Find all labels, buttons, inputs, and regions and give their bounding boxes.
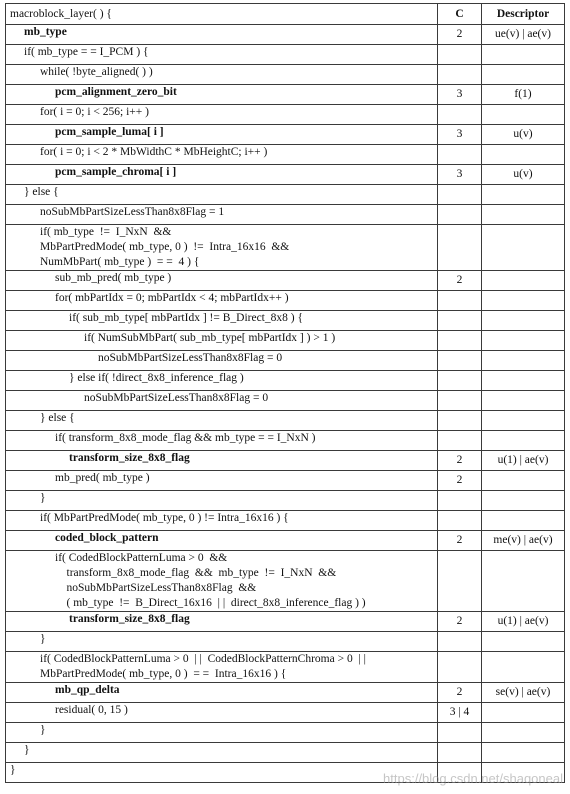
category-cell: [438, 65, 482, 85]
syntax-cell: mb_qp_delta: [6, 683, 438, 703]
syntax-cell: pcm_sample_chroma[ i ]: [6, 165, 438, 185]
descriptor-cell: [482, 291, 565, 311]
category-cell: 2: [438, 612, 482, 632]
descriptor-cell: ue(v) | ae(v): [482, 25, 565, 45]
syntax-cell: noSubMbPartSizeLessThan8x8Flag = 1: [6, 205, 438, 225]
descriptor-cell: u(v): [482, 165, 565, 185]
descriptor-cell: [482, 723, 565, 743]
syntax-cell: for( mbPartIdx = 0; mbPartIdx < 4; mbPartIdx++ ): [6, 291, 438, 311]
category-cell: [438, 291, 482, 311]
descriptor-cell: [482, 105, 565, 125]
descriptor-cell: [482, 491, 565, 511]
syntax-cell: if( NumSubMbPart( sub_mb_type[ mbPartIdx ] ) > 1 ): [6, 331, 438, 351]
descriptor-cell: [482, 652, 565, 683]
category-cell: [438, 632, 482, 652]
syntax-cell: noSubMbPartSizeLessThan8x8Flag = 0: [6, 351, 438, 371]
table-row: [6, 531, 565, 551]
category-cell: [438, 511, 482, 531]
table-row: [6, 185, 565, 205]
table-row: [6, 551, 565, 612]
header-category: C: [438, 4, 482, 25]
category-cell: [438, 411, 482, 431]
descriptor-cell: [482, 351, 565, 371]
table-row: [6, 331, 565, 351]
table-row: [6, 65, 565, 85]
watermark: https://blog.csdn.net/shaqoneal: [383, 771, 563, 786]
descriptor-cell: [482, 65, 565, 85]
syntax-cell: } else if( !direct_8x8_inference_flag ): [6, 371, 438, 391]
table-row: [6, 371, 565, 391]
table-row: [6, 145, 565, 165]
descriptor-cell: [482, 45, 565, 65]
table-row: [6, 763, 565, 783]
table-row: [6, 25, 565, 45]
descriptor-cell: [482, 185, 565, 205]
table-row: [6, 85, 565, 105]
category-cell: [438, 205, 482, 225]
table-row: [6, 225, 565, 271]
category-cell: 3 | 4: [438, 703, 482, 723]
descriptor-cell: [482, 431, 565, 451]
descriptor-cell: [482, 471, 565, 491]
syntax-cell: pcm_sample_luma[ i ]: [6, 125, 438, 145]
category-cell: [438, 225, 482, 271]
category-cell: [438, 185, 482, 205]
table-row: [6, 205, 565, 225]
syntax-cell: } else {: [6, 185, 438, 205]
syntax-cell: if( CodedBlockPatternLuma > 0 | | CodedBlockPatternChroma > 0 | | MbPartPredMode( mb_type, 0 ) = = Intra_16x16 ) {: [6, 652, 438, 683]
syntax-cell: }: [6, 723, 438, 743]
syntax-cell: noSubMbPartSizeLessThan8x8Flag = 0: [6, 391, 438, 411]
category-cell: [438, 45, 482, 65]
header-descriptor: Descriptor: [482, 4, 565, 25]
descriptor-cell: [482, 225, 565, 271]
descriptor-cell: se(v) | ae(v): [482, 683, 565, 703]
descriptor-cell: [482, 551, 565, 612]
category-cell: 2: [438, 451, 482, 471]
descriptor-cell: u(v): [482, 125, 565, 145]
table-row: [6, 491, 565, 511]
descriptor-cell: [482, 511, 565, 531]
syntax-cell: coded_block_pattern: [6, 531, 438, 551]
header-row: [6, 4, 565, 25]
table-row: [6, 311, 565, 331]
category-cell: [438, 105, 482, 125]
descriptor-cell: [482, 391, 565, 411]
descriptor-cell: u(1) | ae(v): [482, 451, 565, 471]
table-row: [6, 271, 565, 291]
syntax-cell: if( sub_mb_type[ mbPartIdx ] != B_Direct_8x8 ) {: [6, 311, 438, 331]
table-row: [6, 165, 565, 185]
descriptor-cell: [482, 205, 565, 225]
category-cell: [438, 391, 482, 411]
table-row: [6, 431, 565, 451]
syntax-cell: }: [6, 763, 438, 783]
category-cell: [438, 723, 482, 743]
table-row: [6, 652, 565, 683]
category-cell: [438, 491, 482, 511]
syntax-cell: transform_size_8x8_flag: [6, 612, 438, 632]
header-syntax: macroblock_layer( ) {: [6, 4, 438, 25]
syntax-cell: pcm_alignment_zero_bit: [6, 85, 438, 105]
category-cell: 3: [438, 125, 482, 145]
category-cell: 2: [438, 25, 482, 45]
table-row: [6, 451, 565, 471]
syntax-table: [5, 3, 565, 783]
category-cell: 3: [438, 85, 482, 105]
syntax-cell: for( i = 0; i < 2 * MbWidthC * MbHeightC; i++ ): [6, 145, 438, 165]
category-cell: 2: [438, 471, 482, 491]
syntax-cell: transform_size_8x8_flag: [6, 451, 438, 471]
category-cell: 3: [438, 165, 482, 185]
descriptor-cell: [482, 632, 565, 652]
syntax-cell: }: [6, 491, 438, 511]
category-cell: [438, 652, 482, 683]
category-cell: [438, 431, 482, 451]
descriptor-cell: [482, 145, 565, 165]
descriptor-cell: u(1) | ae(v): [482, 612, 565, 632]
category-cell: [438, 331, 482, 351]
category-cell: 2: [438, 271, 482, 291]
table-row: [6, 632, 565, 652]
descriptor-cell: [482, 371, 565, 391]
table-row: [6, 411, 565, 431]
table-row: [6, 703, 565, 723]
table-row: [6, 105, 565, 125]
syntax-cell: if( CodedBlockPatternLuma > 0 && transform_8x8_mode_flag && mb_type != I_NxN && noSubMbPartSizeLessThan8x8Flag && ( mb_type != B_Direct_16x16 | | direct_8x8_inference_flag ) ): [6, 551, 438, 612]
table-row: [6, 291, 565, 311]
descriptor-cell: [482, 271, 565, 291]
category-cell: 2: [438, 531, 482, 551]
syntax-cell: residual( 0, 15 ): [6, 703, 438, 723]
syntax-cell: }: [6, 743, 438, 763]
descriptor-cell: [482, 311, 565, 331]
syntax-cell: mb_type: [6, 25, 438, 45]
table-row: [6, 612, 565, 632]
category-cell: [438, 371, 482, 391]
descriptor-cell: [482, 703, 565, 723]
table-row: [6, 723, 565, 743]
table-row: [6, 683, 565, 703]
syntax-cell: }: [6, 632, 438, 652]
category-cell: [438, 351, 482, 371]
category-cell: [438, 311, 482, 331]
table-row: [6, 511, 565, 531]
syntax-cell: } else {: [6, 411, 438, 431]
descriptor-cell: [482, 411, 565, 431]
table-row: [6, 351, 565, 371]
syntax-cell: if( mb_type = = I_PCM ) {: [6, 45, 438, 65]
category-cell: 2: [438, 683, 482, 703]
descriptor-cell: [482, 763, 565, 783]
descriptor-cell: f(1): [482, 85, 565, 105]
descriptor-cell: [482, 331, 565, 351]
descriptor-cell: me(v) | ae(v): [482, 531, 565, 551]
syntax-cell: sub_mb_pred( mb_type ): [6, 271, 438, 291]
category-cell: [438, 551, 482, 612]
category-cell: [438, 743, 482, 763]
table-row: [6, 471, 565, 491]
category-cell: [438, 763, 482, 783]
table-row: [6, 391, 565, 411]
category-cell: [438, 145, 482, 165]
syntax-cell: mb_pred( mb_type ): [6, 471, 438, 491]
table-row: [6, 45, 565, 65]
syntax-cell: if( transform_8x8_mode_flag && mb_type = = I_NxN ): [6, 431, 438, 451]
descriptor-cell: [482, 743, 565, 763]
table-row: [6, 743, 565, 763]
syntax-cell: for( i = 0; i < 256; i++ ): [6, 105, 438, 125]
table-row: [6, 125, 565, 145]
syntax-cell: while( !byte_aligned( ) ): [6, 65, 438, 85]
syntax-cell: if( mb_type != I_NxN && MbPartPredMode( mb_type, 0 ) != Intra_16x16 && NumMbPart( mb_type ) = = 4 ) {: [6, 225, 438, 271]
syntax-cell: if( MbPartPredMode( mb_type, 0 ) != Intra_16x16 ) {: [6, 511, 438, 531]
